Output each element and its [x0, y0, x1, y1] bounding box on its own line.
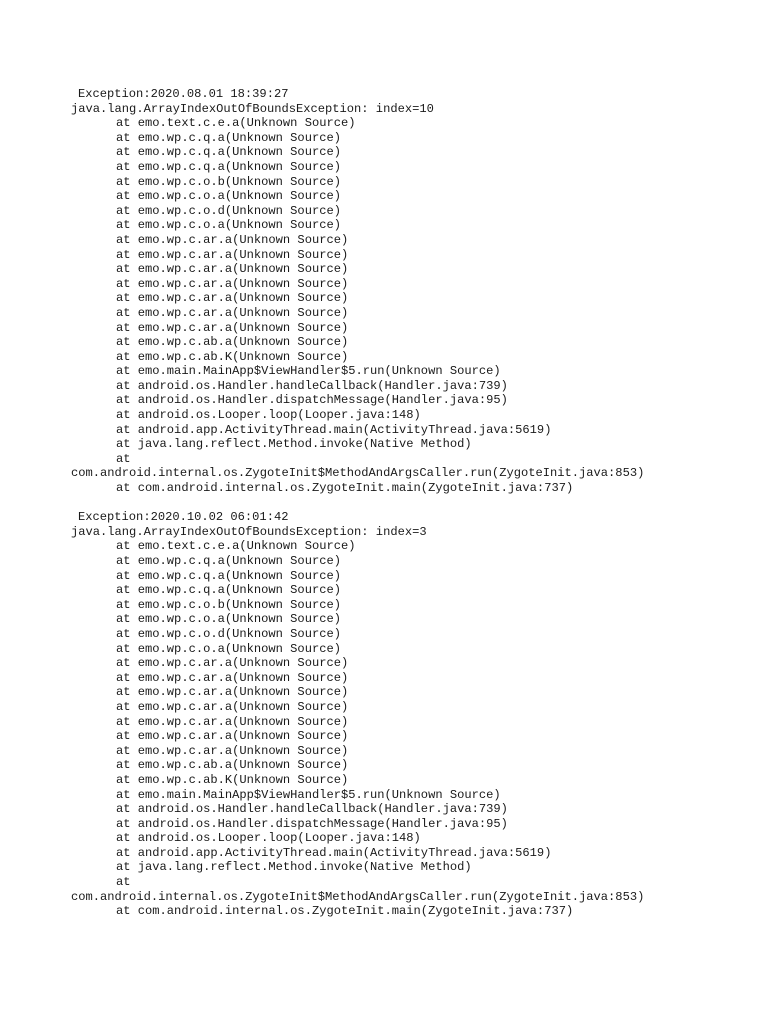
stack-frame-line: at emo.wp.c.ar.a(Unknown Source)	[116, 232, 349, 247]
stack-frame-continuation: com.android.internal.os.ZygoteInit$MethodAndArgsCaller.run(ZygoteInit.java:853)	[71, 466, 645, 481]
stack-frame-line: at android.app.ActivityThread.main(ActivityThread.java:5619)	[116, 845, 552, 860]
stack-frame-line: at emo.wp.c.ar.a(Unknown Source)	[116, 729, 349, 744]
exception-type-line: java.lang.ArrayIndexOutOfBoundsException: index=3	[71, 524, 427, 539]
stack-frame-line: at emo.wp.c.ar.a(Unknown Source)	[116, 656, 349, 671]
stack-frame-line: at emo.wp.c.q.a(Unknown Source)	[116, 130, 341, 145]
stack-frame-line: at emo.main.MainApp$ViewHandler$5.run(Unknown Source)	[116, 787, 501, 802]
stack-frame-line: at emo.wp.c.ar.a(Unknown Source)	[116, 291, 349, 306]
exception-timestamp-line: Exception:2020.08.01 18:39:27	[78, 87, 289, 101]
stack-frame-line: at emo.main.MainApp$ViewHandler$5.run(Unknown Source)	[116, 364, 501, 379]
stack-frame-line: at emo.wp.c.ar.a(Unknown Source)	[116, 743, 349, 758]
stack-frame-line: at	[116, 451, 131, 466]
stack-frame-line: at emo.wp.c.ar.a(Unknown Source)	[116, 699, 349, 714]
stack-frame-line: at emo.wp.c.o.a(Unknown Source)	[116, 641, 341, 656]
stack-frame-line: at android.os.Handler.handleCallback(Handler.java:739)	[116, 378, 508, 393]
stack-frame-line: at emo.wp.c.o.d(Unknown Source)	[116, 203, 341, 218]
exception-block	[71, 87, 761, 496]
stack-frame-continuation: com.android.internal.os.ZygoteInit$MethodAndArgsCaller.run(ZygoteInit.java:853)	[71, 889, 645, 904]
stack-frame-line: at android.os.Handler.dispatchMessage(Handler.java:95)	[116, 816, 508, 831]
stack-frame-line: at java.lang.reflect.Method.invoke(Native Method)	[116, 437, 472, 452]
stack-frame-line: at android.os.Handler.handleCallback(Handler.java:739)	[116, 802, 508, 817]
stack-frame-line: at emo.wp.c.ar.a(Unknown Source)	[116, 262, 349, 277]
stack-frame-line: at emo.wp.c.q.a(Unknown Source)	[116, 568, 341, 583]
stack-frame-line: at emo.text.c.e.a(Unknown Source)	[116, 116, 356, 131]
stack-frame-line: at emo.wp.c.o.b(Unknown Source)	[116, 174, 341, 189]
stack-frame-line: at android.os.Looper.loop(Looper.java:148)	[116, 831, 421, 846]
stack-frame-line: at emo.wp.c.o.b(Unknown Source)	[116, 597, 341, 612]
stack-frame-line: at emo.wp.c.q.a(Unknown Source)	[116, 583, 341, 598]
stack-frame-line: at emo.wp.c.o.a(Unknown Source)	[116, 218, 341, 233]
stack-frame-line: at emo.wp.c.ar.a(Unknown Source)	[116, 685, 349, 700]
stack-frame-line: at emo.wp.c.o.d(Unknown Source)	[116, 626, 341, 641]
stack-frame-line: at emo.wp.c.ab.a(Unknown Source)	[116, 335, 349, 350]
exception-log-document	[71, 87, 761, 919]
stack-frame-line: at emo.wp.c.ar.a(Unknown Source)	[116, 247, 349, 262]
stack-frame-line: at emo.text.c.e.a(Unknown Source)	[116, 539, 356, 554]
stack-frame-line: at emo.wp.c.ar.a(Unknown Source)	[116, 670, 349, 685]
exception-block	[71, 510, 761, 919]
stack-frame-line: at emo.wp.c.o.a(Unknown Source)	[116, 189, 341, 204]
stack-frame-line: at emo.wp.c.ab.K(Unknown Source)	[116, 349, 349, 364]
stack-frame-line: at emo.wp.c.ab.K(Unknown Source)	[116, 772, 349, 787]
stack-frame-line: at	[116, 875, 131, 890]
stack-frame-line: at emo.wp.c.o.a(Unknown Source)	[116, 612, 341, 627]
stack-frame-line: at android.os.Handler.dispatchMessage(Handler.java:95)	[116, 393, 508, 408]
stack-frame-line: at emo.wp.c.ar.a(Unknown Source)	[116, 714, 349, 729]
stack-frame-line: at java.lang.reflect.Method.invoke(Native Method)	[116, 860, 472, 875]
exception-type-line: java.lang.ArrayIndexOutOfBoundsException: index=10	[71, 101, 434, 116]
stack-frame-line: at emo.wp.c.ar.a(Unknown Source)	[116, 320, 349, 335]
stack-frame-line: at android.app.ActivityThread.main(ActivityThread.java:5619)	[116, 422, 552, 437]
stack-frame-line: at com.android.internal.os.ZygoteInit.main(ZygoteInit.java:737)	[116, 904, 574, 919]
stack-frame-line: at emo.wp.c.ab.a(Unknown Source)	[116, 758, 349, 773]
stack-frame-line: at emo.wp.c.q.a(Unknown Source)	[116, 145, 341, 160]
exception-timestamp-line: Exception:2020.10.02 06:01:42	[78, 510, 289, 525]
stack-frame-line: at android.os.Looper.loop(Looper.java:148)	[116, 408, 421, 423]
stack-frame-line: at emo.wp.c.ar.a(Unknown Source)	[116, 276, 349, 291]
stack-frame-line: at emo.wp.c.q.a(Unknown Source)	[116, 554, 341, 568]
stack-frame-line: at emo.wp.c.q.a(Unknown Source)	[116, 159, 341, 174]
stack-frame-line: at emo.wp.c.ar.a(Unknown Source)	[116, 305, 349, 320]
stack-frame-line: at com.android.internal.os.ZygoteInit.main(ZygoteInit.java:737)	[116, 481, 574, 496]
